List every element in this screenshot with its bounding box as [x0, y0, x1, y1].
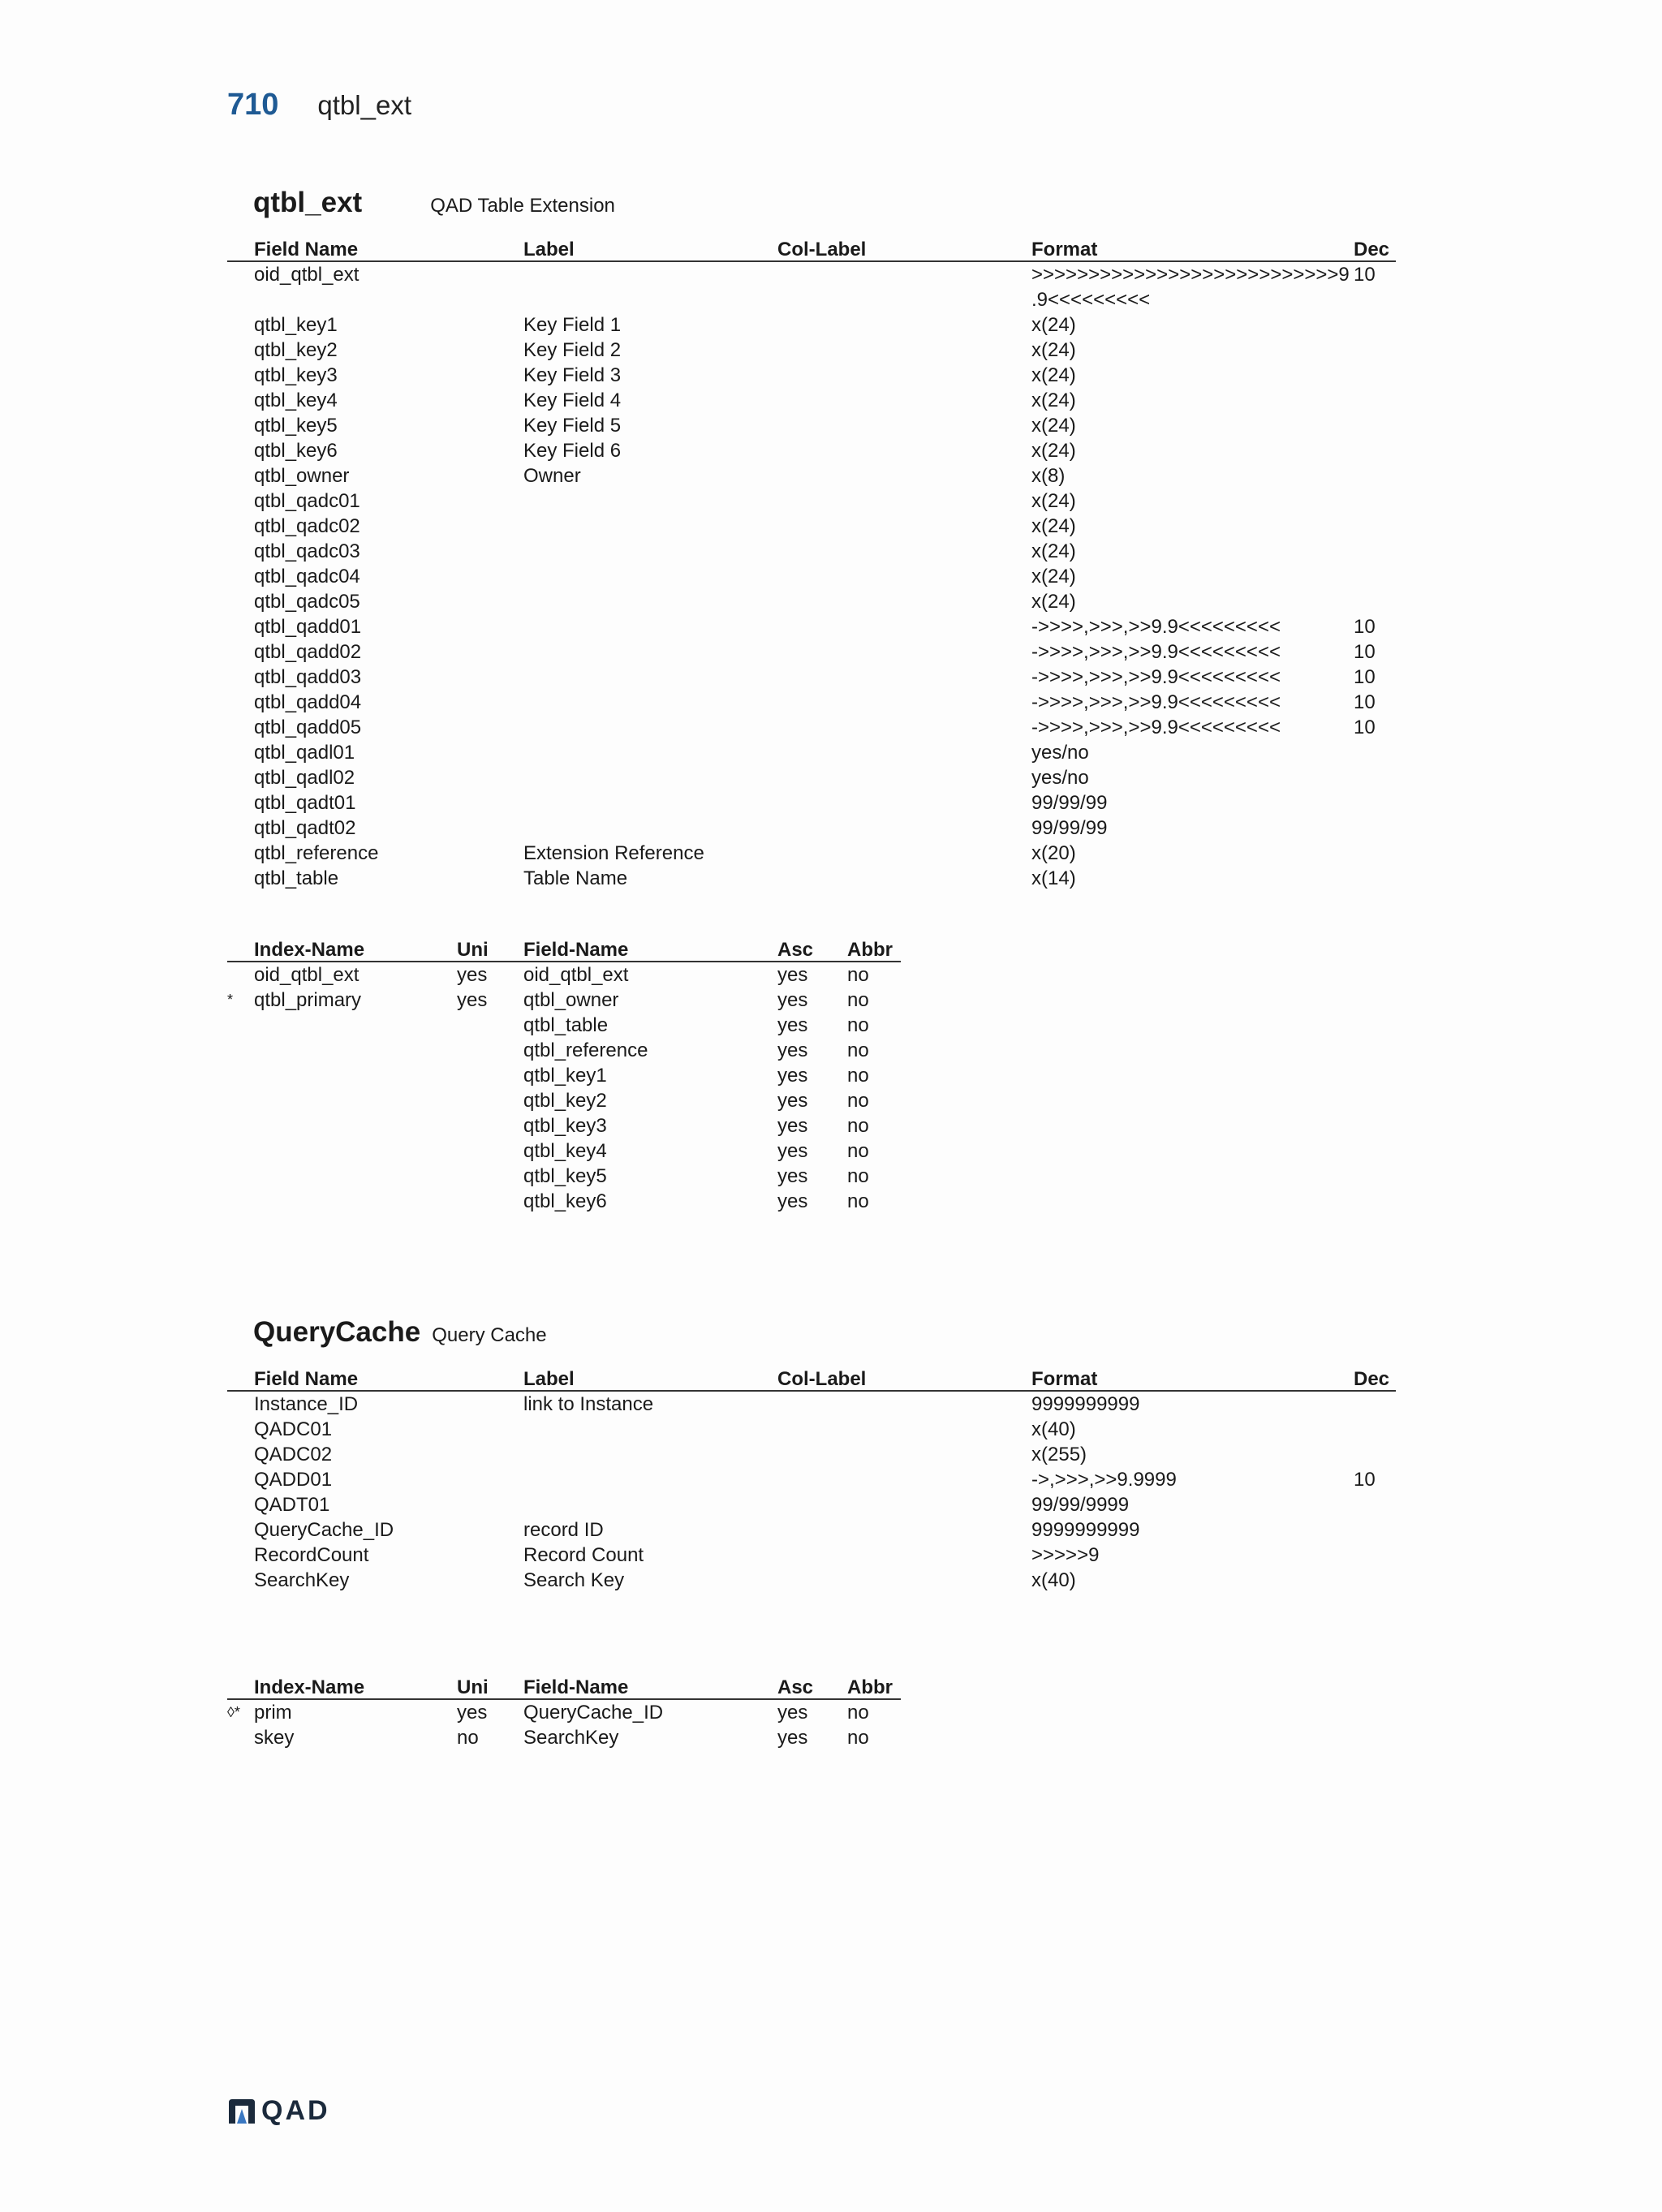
- index-field-name: qtbl_table: [523, 1014, 609, 1036]
- header-asc: Asc: [777, 939, 814, 961]
- section-title-row: [253, 1316, 1396, 1362]
- index-abbr: no: [847, 964, 869, 986]
- table-row: [227, 816, 1396, 841]
- index-field-name: qtbl_key6: [523, 1190, 607, 1212]
- field-name: qtbl_qadd03: [254, 666, 362, 688]
- field-name: qtbl_key1: [254, 314, 338, 336]
- table-row: [227, 665, 1396, 690]
- field-format: x(24): [1031, 490, 1076, 512]
- field-label: Owner: [523, 465, 581, 487]
- field-label: Extension Reference: [523, 842, 704, 864]
- header-uni: Uni: [457, 939, 489, 961]
- field-label: link to Instance: [523, 1393, 654, 1415]
- table-row: [227, 514, 1396, 539]
- table-row: [227, 438, 1396, 463]
- index-section-qtbl-ext: [227, 937, 1396, 1214]
- field-name: qtbl_owner: [254, 465, 350, 487]
- index-abbr: no: [847, 1014, 869, 1036]
- index-table: [227, 937, 901, 1214]
- header-abbr: Abbr: [847, 1676, 893, 1698]
- field-name: SearchKey: [254, 1569, 350, 1591]
- table-row: [227, 1492, 1396, 1517]
- field-format: ->>>>,>>>,>>9.9<<<<<<<<<: [1031, 691, 1281, 713]
- index-field-name: QueryCache_ID: [523, 1702, 664, 1724]
- field-label: Key Field 1: [523, 314, 622, 336]
- field-name: qtbl_qadc02: [254, 515, 360, 537]
- index-unique: yes: [457, 1702, 488, 1724]
- field-name: QADC01: [254, 1418, 333, 1440]
- field-name: qtbl_reference: [254, 842, 379, 864]
- table-row: [227, 1543, 1396, 1568]
- table-row: [227, 1442, 1396, 1467]
- field-format: yes/no: [1031, 742, 1089, 764]
- index-asc: yes: [777, 1115, 808, 1137]
- header-field-name: Field Name: [254, 1368, 359, 1390]
- index-field-name: qtbl_key2: [523, 1090, 607, 1112]
- index-field-name: qtbl_key1: [523, 1065, 607, 1087]
- header-field-name: Field Name: [254, 239, 359, 260]
- table-row: [227, 715, 1396, 740]
- field-name: qtbl_qadc01: [254, 490, 360, 512]
- field-format: ->>>>,>>>,>>9.9<<<<<<<<<: [1031, 666, 1281, 688]
- page-number: 710: [227, 88, 279, 122]
- header-asc: Asc: [777, 1676, 814, 1698]
- field-name: oid_qtbl_ext: [254, 264, 360, 286]
- qad-logo-text: QAD: [261, 2095, 330, 2126]
- field-name: qtbl_qadl01: [254, 742, 355, 764]
- index-abbr: no: [847, 1065, 869, 1087]
- field-table-header: [227, 237, 1396, 262]
- section-title: qtbl_ext: [253, 187, 363, 218]
- field-format: >>>>>>>>>>>>>>>>>>>>>>>>>>>9 .9<<<<<<<<<: [1031, 264, 1350, 311]
- field-format: x(14): [1031, 867, 1076, 889]
- section-description: QAD Table Extension: [430, 195, 615, 217]
- field-format: x(20): [1031, 842, 1076, 864]
- field-dec: 10: [1354, 1469, 1376, 1491]
- index-abbr: no: [847, 1140, 869, 1162]
- field-dec: 10: [1354, 691, 1376, 713]
- table-row: [227, 312, 1396, 338]
- field-name: qtbl_table: [254, 867, 339, 889]
- index-field-name: SearchKey: [523, 1727, 619, 1749]
- table-row: [227, 1417, 1396, 1442]
- header-field-name: Field-Name: [523, 1676, 629, 1698]
- field-name: qtbl_key4: [254, 389, 338, 411]
- field-dec: 10: [1354, 641, 1376, 663]
- table-row: [227, 589, 1396, 614]
- field-name: qtbl_qadc05: [254, 591, 360, 613]
- table-row: [227, 962, 901, 988]
- field-format: 99/99/9999: [1031, 1494, 1130, 1516]
- table-row: [227, 1392, 1396, 1417]
- index-section-querycache: [227, 1675, 1396, 1750]
- index-table-header: [227, 1675, 901, 1700]
- header-dec: Dec: [1354, 239, 1390, 260]
- header-dec: Dec: [1354, 1368, 1390, 1390]
- field-format: ->>>>,>>>,>>9.9<<<<<<<<<: [1031, 717, 1281, 738]
- index-name: skey: [254, 1727, 295, 1749]
- index-asc: yes: [777, 1727, 808, 1749]
- index-mark: ◊*: [227, 1704, 240, 1720]
- field-name: QADD01: [254, 1469, 333, 1491]
- field-name: qtbl_qadl02: [254, 767, 355, 789]
- index-unique: yes: [457, 989, 488, 1011]
- index-abbr: no: [847, 989, 869, 1011]
- index-unique: yes: [457, 964, 488, 986]
- index-abbr: no: [847, 1039, 869, 1061]
- field-name: qtbl_qadt01: [254, 792, 356, 814]
- field-format: ->>>>,>>>,>>9.9<<<<<<<<<: [1031, 641, 1281, 663]
- table-row: [227, 1013, 901, 1038]
- field-format: yes/no: [1031, 767, 1089, 789]
- table-row: [227, 388, 1396, 413]
- index-asc: yes: [777, 964, 808, 986]
- index-table-header: [227, 937, 901, 962]
- index-abbr: no: [847, 1190, 869, 1212]
- field-format: ->>>>,>>>,>>9.9<<<<<<<<<: [1031, 616, 1281, 638]
- field-format: x(40): [1031, 1418, 1076, 1440]
- index-asc: yes: [777, 1190, 808, 1212]
- field-label: Table Name: [523, 867, 628, 889]
- field-format: x(255): [1031, 1444, 1087, 1465]
- table-row: [227, 413, 1396, 438]
- index-asc: yes: [777, 1140, 808, 1162]
- field-name: qtbl_qadd01: [254, 616, 362, 638]
- index-field-name: qtbl_owner: [523, 989, 619, 1011]
- index-asc: yes: [777, 1039, 808, 1061]
- table-row: [227, 1164, 901, 1189]
- field-label: Key Field 5: [523, 415, 622, 437]
- field-name: qtbl_qadc04: [254, 566, 360, 587]
- index-field-name: qtbl_reference: [523, 1039, 648, 1061]
- table-section-qtbl-ext: [227, 187, 1396, 891]
- table-row: [227, 1700, 901, 1725]
- index-mark: *: [227, 992, 234, 1008]
- header-label: Label: [523, 239, 575, 260]
- index-field-name: qtbl_key4: [523, 1140, 607, 1162]
- table-row: [227, 463, 1396, 488]
- field-name: qtbl_key3: [254, 364, 338, 386]
- field-format: x(40): [1031, 1569, 1076, 1591]
- index-unique: no: [457, 1727, 479, 1749]
- header-label: Label: [523, 1368, 575, 1390]
- header-index-name: Index-Name: [254, 939, 365, 961]
- field-name: qtbl_qadc03: [254, 540, 360, 562]
- field-format: x(24): [1031, 540, 1076, 562]
- page-header: [227, 88, 411, 123]
- table-row: [227, 1725, 901, 1750]
- index-name: prim: [254, 1702, 292, 1724]
- field-format: x(24): [1031, 591, 1076, 613]
- table-row: [227, 1189, 901, 1214]
- index-abbr: no: [847, 1727, 869, 1749]
- field-format: x(24): [1031, 364, 1076, 386]
- field-format: 9999999999: [1031, 1519, 1140, 1541]
- field-name: qtbl_qadd04: [254, 691, 362, 713]
- table-row: [227, 1063, 901, 1088]
- field-name: Instance_ID: [254, 1393, 359, 1415]
- field-format: 9999999999: [1031, 1393, 1140, 1415]
- field-name: qtbl_qadd02: [254, 641, 362, 663]
- field-format: x(24): [1031, 389, 1076, 411]
- header-field-name: Field-Name: [523, 939, 629, 961]
- qad-logo-icon: [227, 2098, 256, 2125]
- field-label: Key Field 6: [523, 440, 622, 462]
- field-format: x(24): [1031, 314, 1076, 336]
- index-name: oid_qtbl_ext: [254, 964, 360, 986]
- field-table-header: [227, 1366, 1396, 1392]
- field-dec: 10: [1354, 666, 1376, 688]
- section-title: QueryCache: [253, 1316, 421, 1348]
- table-row: [227, 841, 1396, 866]
- header-abbr: Abbr: [847, 939, 893, 961]
- index-asc: yes: [777, 1165, 808, 1187]
- field-label: Key Field 3: [523, 364, 622, 386]
- field-format: >>>>>9: [1031, 1544, 1100, 1566]
- section-description: Query Cache: [432, 1324, 547, 1346]
- field-format: x(24): [1031, 339, 1076, 361]
- table-row: [227, 488, 1396, 514]
- table-row: [227, 765, 1396, 790]
- field-format: 99/99/99: [1031, 817, 1108, 839]
- table-row: [227, 1517, 1396, 1543]
- header-col-label: Col-Label: [777, 239, 867, 260]
- field-format: x(24): [1031, 566, 1076, 587]
- field-format: x(8): [1031, 465, 1066, 487]
- field-format: 99/99/99: [1031, 792, 1108, 814]
- table-row: [227, 866, 1396, 891]
- index-abbr: no: [847, 1165, 869, 1187]
- table-row: [227, 614, 1396, 639]
- index-abbr: no: [847, 1702, 869, 1724]
- table-row: [227, 338, 1396, 363]
- index-asc: yes: [777, 989, 808, 1011]
- header-format: Format: [1031, 1368, 1098, 1390]
- header-uni: Uni: [457, 1676, 489, 1698]
- index-abbr: no: [847, 1115, 869, 1137]
- field-name: QueryCache_ID: [254, 1519, 394, 1541]
- index-name: qtbl_primary: [254, 989, 362, 1011]
- table-row: [227, 564, 1396, 589]
- field-table: [227, 237, 1396, 891]
- table-row: [227, 1138, 901, 1164]
- index-abbr: no: [847, 1090, 869, 1112]
- field-name: qtbl_qadd05: [254, 717, 362, 738]
- field-name: QADC02: [254, 1444, 333, 1465]
- field-name: RecordCount: [254, 1544, 369, 1566]
- field-format: x(24): [1031, 440, 1076, 462]
- index-asc: yes: [777, 1014, 808, 1036]
- field-label: Key Field 4: [523, 389, 622, 411]
- field-label: Record Count: [523, 1544, 644, 1566]
- field-name: qtbl_key5: [254, 415, 338, 437]
- field-label: Search Key: [523, 1569, 625, 1591]
- index-field-name: qtbl_key3: [523, 1115, 607, 1137]
- table-section-querycache: [227, 1316, 1396, 1593]
- table-row: [227, 363, 1396, 388]
- table-row: [227, 988, 901, 1013]
- table-row: [227, 740, 1396, 765]
- field-name: qtbl_qadt02: [254, 817, 356, 839]
- page-header-title: qtbl_ext: [317, 90, 411, 120]
- field-name: qtbl_key2: [254, 339, 338, 361]
- table-row: [227, 690, 1396, 715]
- index-table: [227, 1675, 901, 1750]
- index-field-name: oid_qtbl_ext: [523, 964, 629, 986]
- table-row: [227, 1568, 1396, 1593]
- field-format: x(24): [1031, 415, 1076, 437]
- table-row: [227, 262, 1396, 312]
- field-name: qtbl_key6: [254, 440, 338, 462]
- field-table: [227, 1366, 1396, 1593]
- field-dec: 10: [1354, 717, 1376, 738]
- field-dec: 10: [1354, 264, 1376, 286]
- table-row: [227, 1467, 1396, 1492]
- field-name: QADT01: [254, 1494, 330, 1516]
- table-row: [227, 1038, 901, 1063]
- qad-logo: [227, 2095, 330, 2127]
- table-row: [227, 639, 1396, 665]
- table-row: [227, 1113, 901, 1138]
- field-format: ->,>>>,>>9.9999: [1031, 1469, 1177, 1491]
- header-col-label: Col-Label: [777, 1368, 867, 1390]
- field-format: x(24): [1031, 515, 1076, 537]
- header-index-name: Index-Name: [254, 1676, 365, 1698]
- index-field-name: qtbl_key5: [523, 1165, 607, 1187]
- table-row: [227, 539, 1396, 564]
- index-asc: yes: [777, 1090, 808, 1112]
- section-title-row: [253, 187, 1396, 232]
- header-format: Format: [1031, 239, 1098, 260]
- field-label: record ID: [523, 1519, 604, 1541]
- table-row: [227, 1088, 901, 1113]
- table-row: [227, 790, 1396, 816]
- index-asc: yes: [777, 1065, 808, 1087]
- field-label: Key Field 2: [523, 339, 622, 361]
- index-asc: yes: [777, 1702, 808, 1724]
- field-dec: 10: [1354, 616, 1376, 638]
